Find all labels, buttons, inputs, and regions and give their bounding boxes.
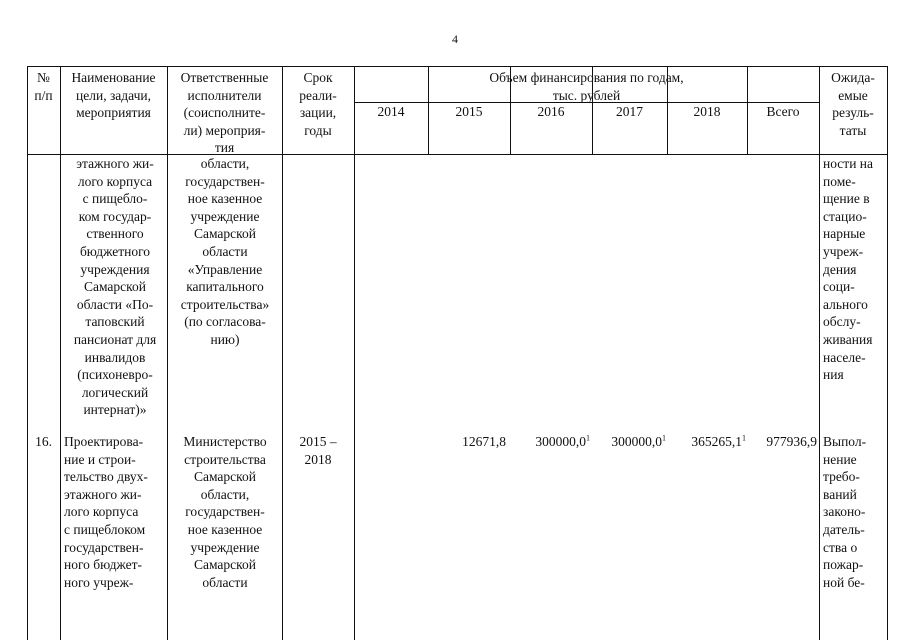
footnote-mark: 1 (662, 433, 666, 443)
row1-result: ности на поме- щение в стацио- нарные учреж- дения соци- ального обслу- живания населе- ния (823, 156, 874, 383)
col-rule-1 (60, 66, 61, 640)
row16-responsible: Министерство строительства Самарской области, государствен- ное казенное учреждение Самарской области (183, 434, 267, 590)
row16-value-2018 (667, 433, 746, 451)
header-num: № п/п (34, 70, 53, 103)
row16-value-2016 (510, 433, 590, 451)
header-term: Срок реали- зации, годы (299, 70, 337, 138)
footnote-mark: 1 (742, 433, 746, 443)
col-rule-0 (27, 66, 28, 640)
header-year-2015: 2015 (455, 104, 483, 119)
header-responsible: Ответственные исполнители (соисполните- ли) мероприя- тия (180, 70, 269, 156)
row16-term: 2015 – 2018 (299, 434, 337, 467)
col-rule-10 (819, 66, 820, 640)
row16-result: Выпол- нение требо- ваний законо- датель- ства о пожар- ной бе- (823, 434, 867, 590)
col-rule-11 (887, 66, 888, 640)
value-2016: 300000,0 (535, 434, 586, 449)
col-rule-3 (282, 66, 283, 640)
header-funding: Объем финансирования по годам, тыс. рублей (489, 70, 684, 103)
header-year-2016: 2016 (537, 104, 565, 119)
row1-responsible: области, государствен- ное казенное учреждение Самарской области «Управление капитального строительства» (по согласова- нию) (180, 156, 270, 347)
header-year-2014: 2014 (377, 104, 405, 119)
header-total: Всего (766, 104, 800, 119)
program-table (27, 66, 887, 640)
row1-name: этажного жи- лого корпуса с пищебло- ком государ- ственного бюджетного учреждения Самарской области «По- таповский пансионат для инвалидов (психоневро- логический интернат)» (73, 156, 157, 418)
value-2017: 300000,0 (611, 434, 662, 449)
footnote-mark: 1 (586, 433, 590, 443)
header-year-2017: 2017 (616, 104, 643, 119)
header-year-2018: 2018 (693, 104, 721, 119)
row16-value-2017 (592, 433, 666, 451)
header-result: Ожида- емые резуль- таты (831, 70, 875, 138)
row16-number: 16. (35, 434, 52, 449)
header-name: Наименование цели, задачи, мероприятия (71, 70, 156, 121)
row16-name: Проектирова- ние и строи- тельство двух- этажного жи- лого корпуса с пищеблоком государствен- ного бюджет- ного учреж- (64, 434, 148, 590)
row16-value-total: 977936,9 (766, 434, 817, 449)
col-rule-4 (354, 66, 355, 640)
row16-value-2015: 12671,8 (462, 434, 506, 449)
value-2018: 365265,1 (691, 434, 742, 449)
header-top-rule (27, 66, 887, 67)
page-number: 4 (452, 32, 458, 46)
